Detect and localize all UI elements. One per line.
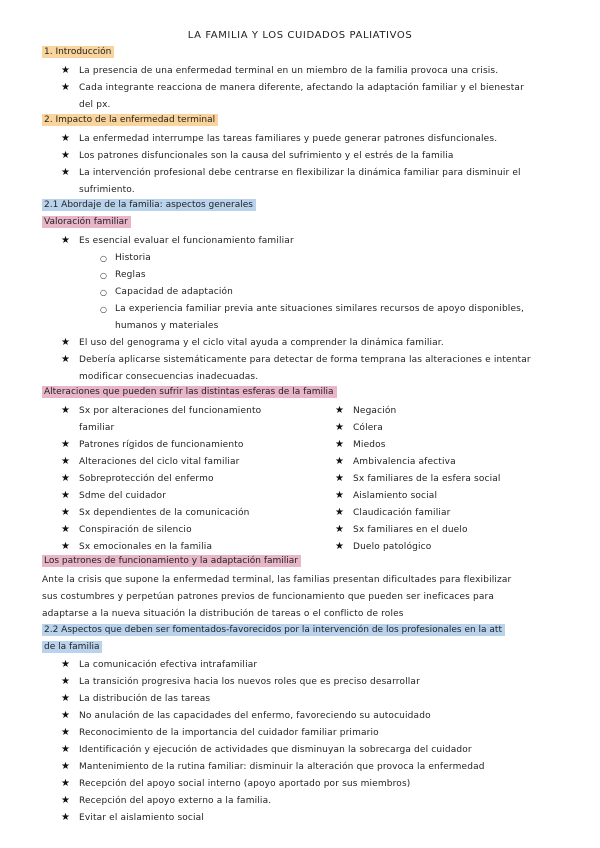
list-item: Evitar el aislamiento social xyxy=(79,813,205,823)
list-item: Debería aplicarse sistemáticamente para detectar de forma temprana las alteraciones e intentar xyxy=(79,355,531,365)
list-item-continuation: del px. xyxy=(79,100,111,110)
star-bullet-icon: ★ xyxy=(61,676,70,687)
circle-bullet-icon: ○ xyxy=(100,288,107,297)
star-bullet-icon: ★ xyxy=(335,405,344,416)
star-bullet-icon: ★ xyxy=(61,150,70,161)
star-bullet-icon: ★ xyxy=(61,133,70,144)
star-bullet-icon: ★ xyxy=(335,490,344,501)
list-item: La enfermedad interrumpe las tareas familiares y puede generar patrones disfuncionales. xyxy=(79,134,498,144)
star-bullet-icon: ★ xyxy=(335,541,344,552)
sublist-item: La experiencia familiar previa ante situaciones similares recursos de apoyo disponibles, xyxy=(115,304,524,314)
circle-bullet-icon: ○ xyxy=(100,305,107,314)
paragraph-line: sus costumbres y perpetúan patrones previos de funcionamiento que pueden ser ineficaces para xyxy=(42,592,495,602)
star-bullet-icon: ★ xyxy=(61,541,70,552)
sublist-item-continuation: humanos y materiales xyxy=(115,321,219,331)
star-bullet-icon: ★ xyxy=(61,405,70,416)
star-bullet-icon: ★ xyxy=(61,473,70,484)
alteracion-item: Alteraciones del ciclo vital familiar xyxy=(79,457,240,467)
list-item: Recepción del apoyo social interno (apoyo aportado por sus miembros) xyxy=(79,779,411,789)
list-item: Los patrones disfuncionales son la causa del sufrimiento y el estrés de la familia xyxy=(79,151,454,161)
star-bullet-icon: ★ xyxy=(61,82,70,93)
alteracion-item: Claudicación familiar xyxy=(353,508,451,518)
alteracion-item: Sx familiares de la esfera social xyxy=(353,474,501,484)
list-item: La transición progresiva hacia los nuevos roles que es preciso desarrollar xyxy=(79,677,420,687)
star-bullet-icon: ★ xyxy=(335,422,344,433)
star-bullet-icon: ★ xyxy=(61,65,70,76)
list-item: La presencia de una enfermedad terminal en un miembro de la familia provoca una crisis. xyxy=(79,66,499,76)
list-item: La intervención profesional debe centrarse en flexibilizar la dinámica familiar para disminuir el xyxy=(79,168,521,178)
list-item: El uso del genograma y el ciclo vital ayuda a comprender la dinámica familiar. xyxy=(79,338,444,348)
star-bullet-icon: ★ xyxy=(61,778,70,789)
alteracion-item: Sdme del cuidador xyxy=(79,491,167,501)
section-heading-aspectos-continuation: de la familia xyxy=(42,641,102,653)
subsection-heading-patrones: Los patrones de funcionamiento y la adaptación familiar xyxy=(42,555,301,567)
alteracion-item: Sx dependientes de la comunicación xyxy=(79,508,250,518)
star-bullet-icon: ★ xyxy=(61,693,70,704)
star-bullet-icon: ★ xyxy=(61,795,70,806)
section-heading-introduccion: 1. Introducción xyxy=(42,46,114,58)
star-bullet-icon: ★ xyxy=(61,812,70,823)
alteracion-item: Conspiración de silencio xyxy=(79,525,192,535)
list-item: No anulación de las capacidades del enfermo, favoreciendo su autocuidado xyxy=(79,711,431,721)
star-bullet-icon: ★ xyxy=(61,456,70,467)
star-bullet-icon: ★ xyxy=(335,524,344,535)
list-item: Cada integrante reacciona de manera diferente, afectando la adaptación familiar y el bienestar xyxy=(79,83,524,93)
star-bullet-icon: ★ xyxy=(61,659,70,670)
alteracion-item: Aislamiento social xyxy=(353,491,438,501)
section-heading-impacto: 2. Impacto de la enfermedad terminal xyxy=(42,114,218,126)
alteracion-item: Patrones rígidos de funcionamiento xyxy=(79,440,244,450)
list-item: Recepción del apoyo externo a la familia. xyxy=(79,796,272,806)
star-bullet-icon: ★ xyxy=(61,524,70,535)
alteracion-item-continuation: familiar xyxy=(79,423,115,433)
star-bullet-icon: ★ xyxy=(61,490,70,501)
section-heading-abordaje: 2.1 Abordaje de la familia: aspectos generales xyxy=(42,199,256,211)
star-bullet-icon: ★ xyxy=(335,473,344,484)
alteracion-item: Sx emocionales en la familia xyxy=(79,542,213,552)
list-item-continuation: sufrimiento. xyxy=(79,185,135,195)
list-item: Reconocimiento de la importancia del cuidador familiar primario xyxy=(79,728,379,738)
star-bullet-icon: ★ xyxy=(61,761,70,772)
alteracion-item: Negación xyxy=(353,406,397,416)
star-bullet-icon: ★ xyxy=(61,337,70,348)
paragraph-line: Ante la crisis que supone la enfermedad terminal, las familias presentan dificultades para flexibilizar xyxy=(42,575,512,585)
star-bullet-icon: ★ xyxy=(61,727,70,738)
star-bullet-icon: ★ xyxy=(61,507,70,518)
alteracion-item: Sx familiares en el duelo xyxy=(353,525,468,535)
star-bullet-icon: ★ xyxy=(335,439,344,450)
list-item: Es esencial evaluar el funcionamiento familiar xyxy=(79,236,294,246)
list-item: Mantenimiento de la rutina familiar: disminuir la alteración que provoca la enfermedad xyxy=(79,762,485,772)
paragraph-line: adaptarse a la nueva situación la distribución de tareas o el conflicto de roles xyxy=(42,609,404,619)
alteracion-item: Sobreprotección del enfermo xyxy=(79,474,214,484)
alteracion-item: Cólera xyxy=(353,423,383,433)
sublist-item: Reglas xyxy=(115,270,146,280)
list-item: La distribución de las tareas xyxy=(79,694,211,704)
subsection-heading-alteraciones: Alteraciones que pueden sufrir las distintas esferas de la familia xyxy=(42,386,337,398)
star-bullet-icon: ★ xyxy=(335,507,344,518)
alteracion-item: Sx por alteraciones del funcionamiento xyxy=(79,406,262,416)
list-item: Identificación y ejecución de actividades que disminuyan la sobrecarga del cuidador xyxy=(79,745,472,755)
subsection-heading-valoracion: Valoración familiar xyxy=(42,216,131,228)
star-bullet-icon: ★ xyxy=(61,235,70,246)
alteracion-item: Duelo patológico xyxy=(353,542,432,552)
page-title: LA FAMILIA Y LOS CUIDADOS PALIATIVOS xyxy=(187,30,413,41)
star-bullet-icon: ★ xyxy=(61,710,70,721)
list-item-continuation: modificar consecuencias inadecuadas. xyxy=(79,372,259,382)
circle-bullet-icon: ○ xyxy=(100,254,107,263)
sublist-item: Historia xyxy=(115,253,151,263)
sublist-item: Capacidad de adaptación xyxy=(115,287,233,297)
star-bullet-icon: ★ xyxy=(61,167,70,178)
list-item: La comunicación efectiva intrafamiliar xyxy=(79,660,258,670)
circle-bullet-icon: ○ xyxy=(100,271,107,280)
star-bullet-icon: ★ xyxy=(335,456,344,467)
star-bullet-icon: ★ xyxy=(61,744,70,755)
alteracion-item: Ambivalencia afectiva xyxy=(353,457,456,467)
alteracion-item: Miedos xyxy=(353,440,386,450)
star-bullet-icon: ★ xyxy=(61,354,70,365)
star-bullet-icon: ★ xyxy=(61,439,70,450)
section-heading-aspectos: 2.2 Aspectos que deben ser fomentados-favorecidos por la intervención de los profesionales en la att xyxy=(42,624,505,636)
